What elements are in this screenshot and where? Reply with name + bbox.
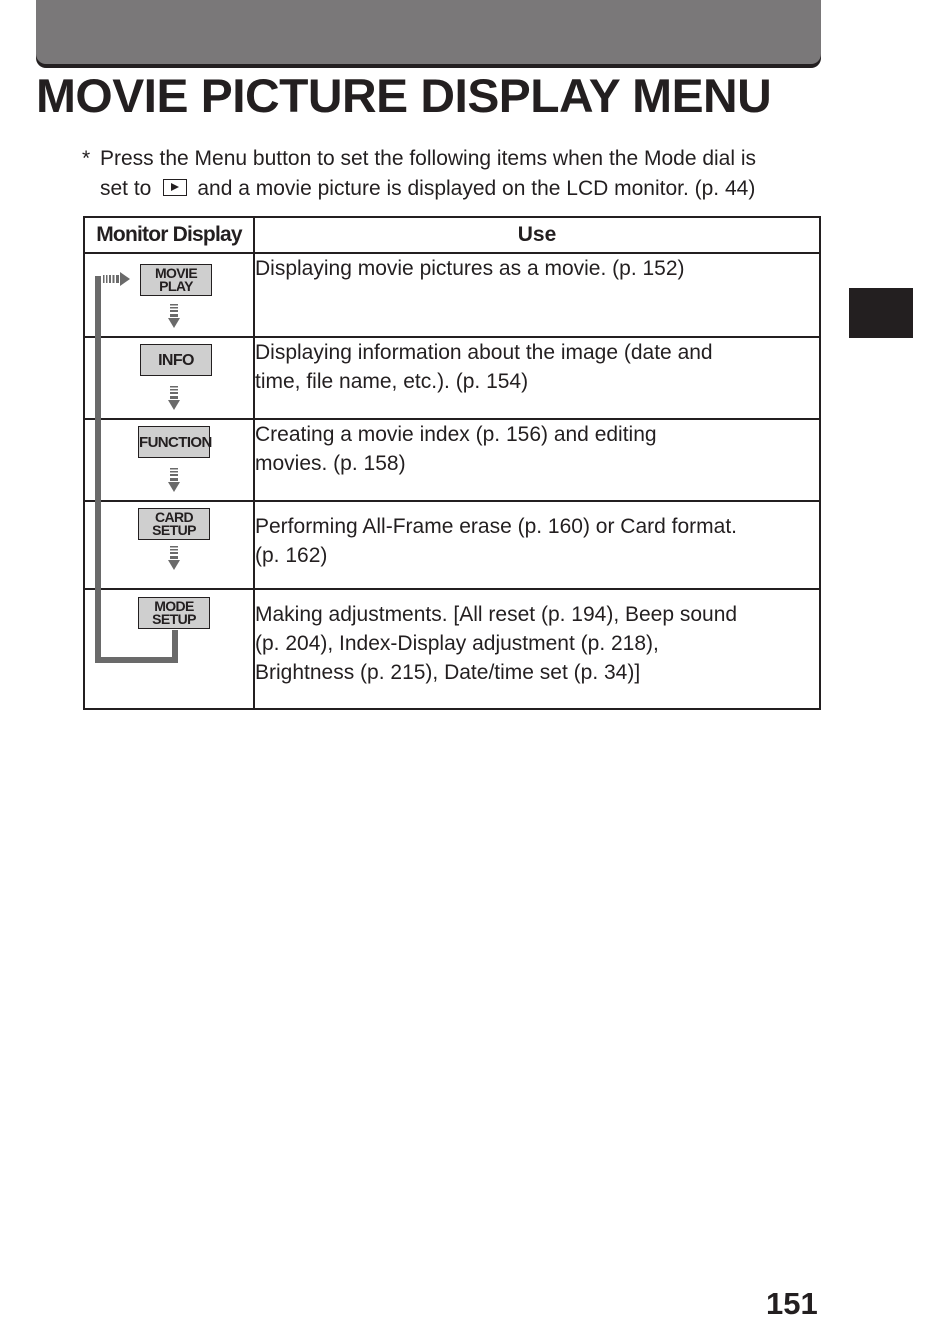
down-arrow-icon: [168, 546, 180, 572]
note-line-2: set to and a movie picture is displayed on the LCD monitor. (p. 44): [100, 177, 756, 200]
table-row: [84, 501, 820, 589]
info-label: INFO: [140, 344, 212, 376]
display-cell: [84, 337, 254, 419]
display-cell: [84, 501, 254, 589]
table-row: [84, 589, 820, 709]
function-label: FUNCTION: [138, 426, 210, 458]
mode-setup-label: MODE SETUP: [138, 597, 210, 629]
down-arrow-icon: [168, 304, 180, 330]
use-cell: Performing All-Frame erase (p. 160) or Card format. (p. 162): [254, 501, 820, 589]
header-bar: [36, 0, 821, 64]
dashed-right-arrow-icon: [103, 272, 133, 286]
header-use: Use: [254, 217, 820, 253]
use-cell: Making adjustments. [All reset (p. 194), Beep sound (p. 204), Index-Display adjustment (p. 218), Brightness (p. 215), Date/time set (p. 34)]: [254, 589, 820, 709]
page-title: MOVIE PICTURE DISPLAY MENU: [36, 69, 772, 122]
table-row: [84, 337, 820, 419]
side-tab: [849, 288, 913, 338]
display-cell: [84, 589, 254, 709]
menu-table: [83, 216, 821, 710]
flow-line-bottom: [95, 657, 178, 663]
down-arrow-icon: [168, 468, 180, 494]
playback-icon: [163, 179, 187, 196]
table-row: [84, 253, 820, 337]
down-arrow-icon: [168, 386, 180, 412]
use-cell: Displaying information about the image (date and time, file name, etc.). (p. 154): [254, 337, 820, 419]
use-cell: Creating a movie index (p. 156) and editing movies. (p. 158): [254, 419, 820, 501]
display-cell: [84, 419, 254, 501]
flow-line-return: [172, 630, 178, 663]
flow-line-vertical: [95, 276, 101, 663]
note-bullet: *: [82, 147, 91, 170]
header-monitor-display: Monitor Display: [84, 217, 254, 253]
movie-play-label: MOVIE PLAY: [140, 264, 212, 296]
card-setup-label: CARD SETUP: [138, 508, 210, 540]
table-row: [84, 419, 820, 501]
page-number: 151: [766, 1286, 818, 1321]
display-cell: [84, 253, 254, 337]
note-line-1: Press the Menu button to set the following items when the Mode dial is: [100, 147, 757, 170]
use-cell: Displaying movie pictures as a movie. (p. 152): [254, 253, 820, 337]
